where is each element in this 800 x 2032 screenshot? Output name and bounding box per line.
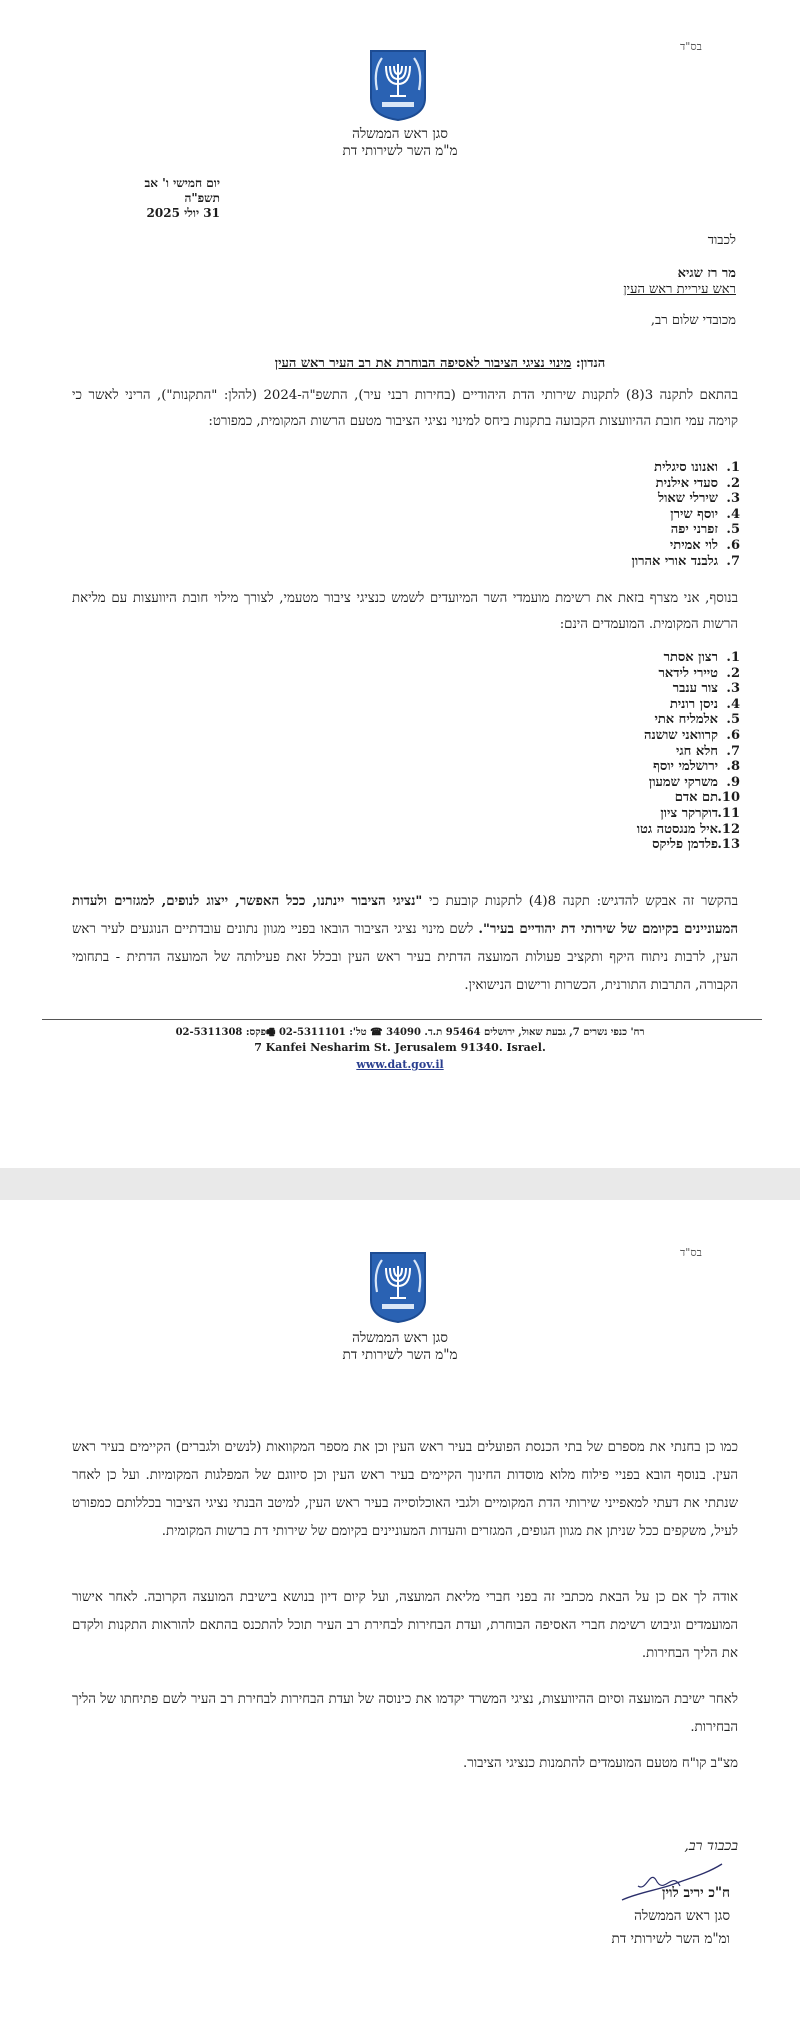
list-item-number: 3. — [726, 681, 740, 697]
office-header — [300, 126, 500, 160]
office-subtitle: מ"מ השר לשירותי דת — [342, 143, 458, 159]
list-item-number: 7. — [726, 553, 740, 569]
list-item — [560, 507, 740, 523]
footer-website-link[interactable]: www.dat.gov.il — [356, 1058, 444, 1071]
list-item-number: 1. — [726, 460, 740, 475]
list-item-name: משרקי שמעון — [648, 774, 718, 790]
list-item — [560, 775, 740, 791]
list-item — [560, 744, 740, 760]
list-item-number: 4. — [726, 506, 740, 522]
list-item-name: יוסף שירן — [670, 506, 718, 522]
second-paragraph: בנוסף, אני מצרף בזאת את רשימת מועמדי השר המיועדים לשמש כנציגי ציבור מטעמי, לצורך מילוי חובת היוועצות עם מליאת הרשות המקומית. המועמדים הינם: — [72, 591, 738, 632]
list-item-name: לוי אמיתי — [669, 537, 718, 553]
state-emblem-icon — [368, 48, 428, 122]
list-item-number: 6. — [726, 727, 740, 743]
paragraph-4: מצ"ב קו"ח מטעם המועמדים להתמנות כנציגי הציבור. — [462, 1756, 738, 1771]
list-item — [560, 837, 740, 853]
list-item-name: איל מנגסטה גטו — [636, 821, 718, 837]
list-item-number: 9. — [726, 774, 740, 790]
recipient-title: ראש עיריית ראש העין — [623, 282, 736, 297]
paragraph-3: לאחר ישיבת המועצה וסיום ההיוועצות, נציגי המשרד יקדמו את כינוסה של ועדת הבחירות לבחירת רב העיר לשם פתיחתו של הליך הבחירות. — [72, 1692, 738, 1735]
office-title: סגן ראש הממשלה — [352, 1330, 448, 1346]
greeting: מכובדי שלום רב, — [650, 313, 736, 328]
regulation-quote: "נציגי הציבור יינתנו, ככל האפשר, ייצוג לנופים, למגזרים ולעדות המעוניינים בקיומם של שירותי דת יהודיים בעיר". — [72, 894, 739, 937]
letter-date — [110, 176, 220, 221]
list-item-name: ואנונו סיגלית — [654, 460, 718, 475]
candidates-list — [560, 650, 740, 853]
list-item — [560, 650, 740, 666]
third-paragraph — [72, 888, 738, 1000]
subject-line — [180, 355, 700, 371]
list-item-name: פלדמן פליקס — [652, 837, 718, 853]
list-item-number: 3. — [726, 491, 740, 507]
closing: בכבוד רב, — [684, 1838, 738, 1854]
subject-prefix: הנדון: — [575, 356, 606, 371]
list-item — [560, 476, 740, 492]
list-item-name: קרוואני שושנה — [644, 727, 718, 743]
paragraph-2: אודה לך אם כן על הבאת מכתבי זה בפני חברי מליאת המועצה, ועל קיום דיון בנושא בישיבת המועצה הקרובה. לאחר אישור המועמדים וגיבוש רשימת חברי האסיפה הבוחרת, ועדת הבחירות לבחירת רב העיר תוכל להתכנס בהתאם להוראות התקנות ולקדם את הליך הבחירות. — [72, 1590, 738, 1661]
state-emblem-icon — [368, 1250, 428, 1324]
list-item — [560, 790, 740, 806]
list-item-number: 12. — [717, 821, 740, 837]
bsd-mark: בס"ד — [680, 1246, 702, 1259]
office-title: סגן ראש הממשלה — [352, 126, 448, 142]
list-item-number: 4. — [726, 696, 740, 712]
list-item-number: 8. — [726, 759, 740, 775]
recipient-name: מר רז שגיא — [677, 266, 736, 281]
list-item-name: אלמליח אתי — [654, 712, 718, 728]
list-item — [560, 697, 740, 713]
third-paragraph-start: בהקשר זה אבקש להדגיש: תקנה 8(4) לתקנות קובעת כי — [422, 894, 738, 909]
list-item-name: ניסן רונית — [669, 696, 718, 712]
list-item-number: 6. — [726, 537, 740, 553]
list-item — [560, 712, 740, 728]
office-subtitle: מ"מ השר לשירותי דת — [342, 1347, 458, 1363]
list-item — [560, 728, 740, 744]
list-item-number: 13. — [717, 837, 740, 853]
list-item-name: דוקרקר ציון — [660, 805, 718, 821]
list-item-number: 7. — [726, 743, 740, 759]
list-item — [560, 522, 740, 538]
list-item — [560, 538, 740, 554]
to-honor: לכבוד — [707, 233, 736, 248]
intro-paragraph: בהתאם לתקנה 3(8) לתקנות שירותי הדת היהודיים (בחירות רבני עיר), התשפ"ה-2024 (להלן: "התקנות"), הריני לאשר כי קוימה עמי חובת ההיוועצות הקבועה בתקנות ביחס למינוי נציגי הציבור מטעם הרשות המקומית, כמפורט: — [72, 388, 738, 429]
list-item-name: תם אדם — [674, 790, 718, 806]
third-paragraph-end: לשם מינוי נציגי הציבור הובאו בפניי מגוון נתונים עובדתיים הנוגעים לעיר ראש העין, לרבות ניתוח היקף ותקציב פעולות המועצה הדתית בעיר ראש העין ובכלל זאת פעילותה של המועצה הדתית - בתחומי הקבורה, התרבות התורנית, הכשרות ורישום הנישואין. — [72, 922, 738, 993]
list-item — [560, 806, 740, 822]
list-item — [560, 491, 740, 507]
signer-title-2: ומ"מ השר לשירותי דת — [611, 1931, 730, 1947]
footer-address-hebrew: רח' כנפי נשרים 7, גבעת שאול, ירושלים 95464 ת.ד. 34090 ☎ טל': 02-5311101 🖷פקס: 02-5311308 — [175, 1027, 645, 1038]
list-item-number: 2. — [726, 475, 740, 491]
signer-name: ח"כ יריב לוין — [662, 1885, 730, 1901]
letter-page-2 — [0, 1200, 800, 2032]
bsd-mark: בס"ד — [680, 40, 702, 53]
list-item-name: גלבנד אורי אהרון — [631, 553, 718, 569]
subject-text: מינוי נציגי הציבור לאסיפה הבוחרת את רב העיר ראש העין — [274, 356, 572, 371]
list-item-number: 5. — [726, 522, 740, 538]
office-header — [300, 1330, 500, 1364]
date-gregorian: 31 יולי 2025 — [146, 206, 220, 220]
list-item-name: סעדי אילנית — [655, 475, 718, 491]
list-item-name: שירלי שאול — [658, 491, 718, 507]
list-item-name: חלא חגי — [675, 743, 718, 759]
list-item-name: זפרני יפה — [670, 522, 718, 538]
footer-address-english: 7 Kanfei Nesharim St. Jerusalem 91340. Israel. — [254, 1041, 546, 1054]
list-item-name: ירושלמי יוסף — [653, 759, 718, 775]
list-item — [560, 666, 740, 682]
list-item-name: רצון אסתר — [663, 650, 718, 665]
list-item-number: 5. — [726, 712, 740, 728]
list-item-number: 10. — [717, 790, 740, 806]
paragraph-1: כמו כן בחנתי את מספרם של בתי הכנסת הפועלים בעיר ראש העין וכן את מספר המקוואות (לנשים ולגברים) הקיימים בעיר ראש העין. בנוסף הובא בפניי פילוח מלוא מוסדות החינוך הקיימים בעיר ראש העין וכן סיווגם של המפלגות המקומיות. ועל כן לאחר שנתתי את דעתי למאפייני שירותי הדת המקומיים ולגבי האוכלוסייה בעיר ראש העין, למיטב הבנתי נציגי הציבור בכללותם כמפורט לעיל, משקפים ככל שניתן את מגוון הגופים, המגזרים והעדות המעוניינים בקיומם של שירותי דת ברשות המקומית. — [72, 1440, 738, 1539]
list-item — [560, 681, 740, 697]
list-item-number: 11. — [717, 805, 740, 821]
list-item-name: טיירי לידאר — [658, 665, 718, 681]
list-item — [560, 554, 740, 570]
list-item-number: 1. — [726, 650, 740, 665]
list-item-number: 2. — [726, 665, 740, 681]
public-reps-list — [560, 460, 740, 569]
list-item — [560, 759, 740, 775]
signature-block — [500, 1882, 730, 1951]
recipient-block — [480, 266, 736, 298]
list-item — [560, 822, 740, 838]
date-hebrew: יום חמישי ו' אב תשפ"ה — [144, 176, 220, 205]
footer-divider — [42, 1019, 762, 1020]
list-item — [560, 460, 740, 476]
signer-title-1: סגן ראש הממשלה — [634, 1908, 730, 1924]
list-item-name: צור ענבר — [672, 681, 718, 697]
